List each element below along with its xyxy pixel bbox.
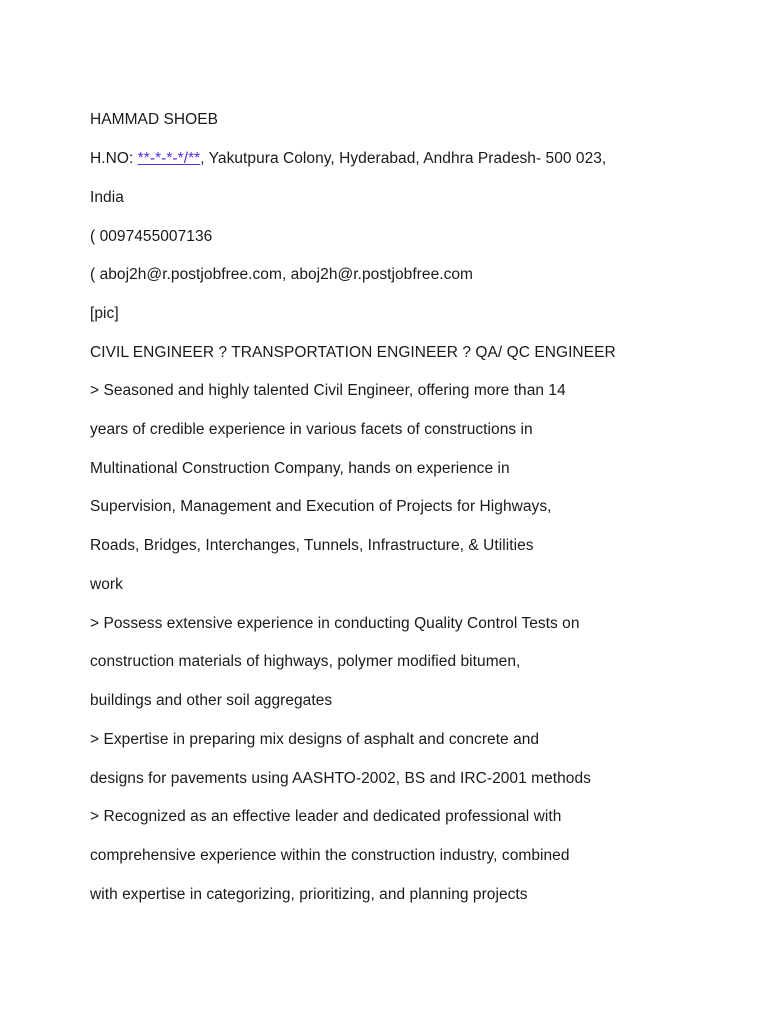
headline-title: CIVIL ENGINEER ? TRANSPORTATION ENGINEER ? QA/ QC ENGINEER bbox=[90, 344, 616, 361]
address-line bbox=[90, 149, 606, 169]
phone-number: ( 0097455007136 bbox=[90, 228, 213, 245]
address-rest: , Yakutpura Colony, Hyderabad, Andhra Pradesh- 500 023, bbox=[200, 150, 607, 167]
summary-line: > Recognized as an effective leader and dedicated professional with bbox=[90, 808, 562, 825]
house-number-link[interactable]: **-*-*-*/** bbox=[137, 150, 201, 167]
candidate-name: HAMMAD SHOEB bbox=[90, 111, 219, 128]
summary-line: > Possess extensive experience in conducting Quality Control Tests on bbox=[90, 615, 580, 632]
summary-line: buildings and other soil aggregates bbox=[90, 692, 333, 709]
summary-line: Roads, Bridges, Interchanges, Tunnels, Infrastructure, & Utilities bbox=[90, 537, 534, 554]
summary-line: designs for pavements using AASHTO-2002, BS and IRC-2001 methods bbox=[90, 770, 591, 787]
summary-line: comprehensive experience within the construction industry, combined bbox=[90, 847, 570, 864]
address-country: India bbox=[90, 189, 124, 206]
summary-line: with expertise in categorizing, prioritizing, and planning projects bbox=[90, 886, 528, 903]
summary-line: work bbox=[90, 576, 123, 593]
email-addresses: ( aboj2h@r.postjobfree.com, aboj2h@r.postjobfree.com bbox=[90, 266, 474, 283]
summary-line: Multinational Construction Company, hands on experience in bbox=[90, 460, 510, 477]
picture-placeholder: [pic] bbox=[90, 305, 119, 322]
summary-line: years of credible experience in various facets of constructions in bbox=[90, 421, 533, 438]
summary-line: construction materials of highways, polymer modified bitumen, bbox=[90, 653, 521, 670]
address-prefix: H.NO: bbox=[90, 150, 138, 167]
summary-line: > Expertise in preparing mix designs of asphalt and concrete and bbox=[90, 731, 540, 748]
summary-line: > Seasoned and highly talented Civil Engineer, offering more than 14 bbox=[90, 382, 566, 399]
summary-line: Supervision, Management and Execution of Projects for Highways, bbox=[90, 498, 552, 515]
